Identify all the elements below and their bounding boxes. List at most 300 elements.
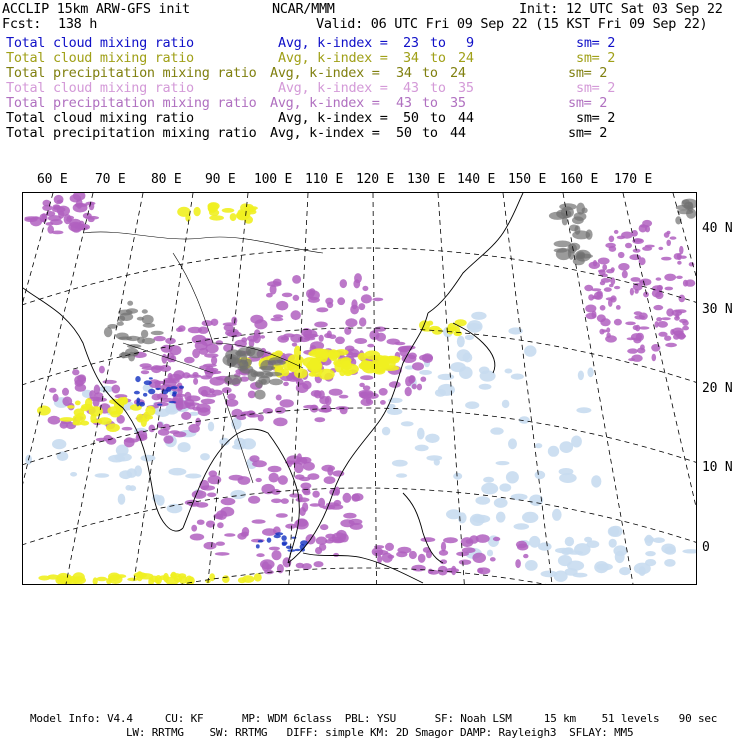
longitude-line xyxy=(373,193,377,584)
high-cloud-patch xyxy=(476,534,490,543)
light-cloud-patch xyxy=(645,551,656,556)
high-cloud-patch xyxy=(359,317,366,326)
lon-label: 150 E xyxy=(508,172,547,187)
light-cloud-patch xyxy=(481,483,498,495)
high-cloud-patch xyxy=(618,252,625,258)
legend-k1: 34 xyxy=(403,50,419,66)
high-cloud-patch xyxy=(324,333,331,338)
high-cloud-patch xyxy=(206,344,219,354)
high-cloud-patch xyxy=(285,524,296,529)
high-cloud-patch xyxy=(670,236,677,239)
light-cloud-patch xyxy=(200,453,210,460)
high-cloud-patch xyxy=(443,537,458,543)
high-cloud-patch xyxy=(217,522,224,528)
high-cloud-patch xyxy=(221,498,236,505)
light-cloud-patch xyxy=(453,473,462,480)
high-cloud-patch xyxy=(333,553,339,557)
high-cloud-patch xyxy=(625,322,636,326)
light-cloud-patch xyxy=(470,514,485,526)
high-cloud-patch xyxy=(634,289,638,294)
high-cloud-patch xyxy=(616,305,621,310)
high-cloud-patch xyxy=(247,335,258,341)
run-title: ACCLIP 15km ARW-GFS init xyxy=(2,1,190,17)
legend-k1: 23 xyxy=(403,35,419,51)
light-cloud-patch xyxy=(594,561,608,573)
lon-label: 90 E xyxy=(205,172,236,187)
high-cloud-patch xyxy=(260,335,265,339)
legend-k2: 35 xyxy=(450,95,466,111)
high-cloud-patch xyxy=(208,475,222,484)
country-border xyxy=(83,232,323,253)
high-cloud-patch xyxy=(304,334,319,338)
high-cloud-patch xyxy=(141,370,149,374)
high-cloud-patch xyxy=(418,554,426,563)
low-cloud-patch xyxy=(135,376,140,382)
high-cloud-patch xyxy=(666,240,671,246)
high-cloud-patch xyxy=(358,303,365,310)
high-cloud-patch xyxy=(256,553,264,557)
mid-cloud-patch xyxy=(333,358,351,367)
high-cloud-patch xyxy=(103,380,117,384)
mid-cloud-patch xyxy=(67,405,75,409)
high-cloud-patch xyxy=(308,290,320,300)
high-cloud-patch xyxy=(600,305,606,311)
low-cloud-patch xyxy=(166,387,171,392)
high-cloud-patch xyxy=(269,547,280,551)
high-cloud-patch xyxy=(324,476,336,484)
high-cloud-patch xyxy=(598,258,610,265)
low-cloud-patch xyxy=(275,532,283,535)
high-cloud-patch xyxy=(665,343,677,347)
legend-sm: sm= 2 xyxy=(568,65,608,81)
high-cloud-patch xyxy=(633,249,641,253)
high-cloud-patch xyxy=(188,327,202,334)
high-cloud-patch xyxy=(362,286,368,291)
legend-avg: Avg, k-index = xyxy=(278,35,388,51)
high-cloud-patch xyxy=(291,310,301,320)
high-cloud-patch xyxy=(153,336,165,341)
light-cloud-patch xyxy=(471,312,486,320)
legend-to: to xyxy=(422,95,438,111)
legend-to: to xyxy=(430,80,446,96)
high-cloud-patch xyxy=(276,301,288,311)
legend-avg: Avg, k-index = xyxy=(278,110,388,126)
high-cloud-patch xyxy=(181,412,191,420)
high-cloud-patch xyxy=(335,487,340,496)
high-cloud-patch xyxy=(302,502,308,512)
high-cloud-patch xyxy=(675,309,687,313)
light-cloud-patch xyxy=(382,427,390,436)
mid-cloud-patch xyxy=(430,326,440,330)
light-cloud-patch xyxy=(417,428,425,440)
mid-cloud-patch xyxy=(145,406,155,416)
high-cloud-patch xyxy=(277,564,284,573)
high-cloud-patch xyxy=(268,466,282,473)
high-cloud-patch xyxy=(169,374,182,381)
light-cloud-patch xyxy=(565,568,578,576)
high-cloud-patch xyxy=(664,274,676,281)
high-cloud-patch xyxy=(351,494,360,502)
legend-k1: 34 xyxy=(396,65,412,81)
high-cloud-patch xyxy=(679,319,688,323)
high-cloud-patch xyxy=(170,430,180,434)
high-cloud-patch xyxy=(472,553,486,563)
high-cloud-patch xyxy=(408,379,414,383)
high-cloud-patch xyxy=(325,298,333,305)
light-cloud-patch xyxy=(535,443,542,448)
fcst-label: Fcst: xyxy=(2,16,42,32)
high-cloud-patch xyxy=(229,475,244,481)
high-cloud-patch xyxy=(405,387,412,396)
legend-k2: 44 xyxy=(450,125,466,141)
high-cloud-patch xyxy=(52,231,64,235)
high-cloud-patch xyxy=(53,394,59,402)
mid-cloud-patch xyxy=(455,319,467,326)
high-cloud-patch xyxy=(600,318,610,326)
high-cloud-patch xyxy=(41,213,46,223)
high-cloud-patch xyxy=(262,528,277,536)
lon-label: 110 E xyxy=(305,172,344,187)
light-cloud-patch xyxy=(644,536,654,543)
coastline xyxy=(428,193,523,313)
light-cloud-patch xyxy=(613,545,627,556)
light-cloud-patch xyxy=(95,473,110,478)
light-cloud-patch xyxy=(587,367,593,377)
light-cloud-patch xyxy=(467,320,483,333)
high-cloud-patch xyxy=(49,388,57,393)
light-cloud-patch xyxy=(168,468,186,476)
high-cloud-patch xyxy=(191,525,197,532)
high-cloud-patch xyxy=(307,473,319,480)
high-cloud-patch xyxy=(310,503,321,507)
init-time: Init: 12 UTC Sat 03 Sep 22 xyxy=(519,1,723,17)
country-border xyxy=(223,393,253,483)
light-cloud-patch xyxy=(232,444,246,449)
high-cloud-patch xyxy=(222,387,232,393)
high-cloud-patch xyxy=(380,400,386,405)
light-cloud-patch xyxy=(208,422,214,432)
high-cloud-patch xyxy=(24,218,37,222)
legend-k2: 44 xyxy=(458,110,474,126)
high-cloud-patch xyxy=(287,460,292,467)
legend-sm: sm= 2 xyxy=(576,50,616,66)
high-cloud-patch xyxy=(608,299,613,307)
high-cloud-patch xyxy=(158,429,170,436)
mid-cloud-patch xyxy=(60,417,75,422)
high-cloud-patch xyxy=(604,287,612,292)
high-cloud-patch xyxy=(192,490,207,499)
deep-cloud-patch xyxy=(687,202,693,212)
high-cloud-patch xyxy=(388,555,395,559)
light-cloud-patch xyxy=(487,550,493,557)
high-cloud-patch xyxy=(224,324,234,331)
high-cloud-patch xyxy=(409,551,417,559)
high-cloud-patch xyxy=(69,219,81,228)
high-cloud-patch xyxy=(252,519,266,523)
high-cloud-patch xyxy=(201,485,215,490)
light-cloud-patch xyxy=(134,465,142,476)
high-cloud-patch xyxy=(627,348,638,353)
lon-label: 160 E xyxy=(560,172,599,187)
high-cloud-patch xyxy=(657,321,668,328)
high-cloud-patch xyxy=(184,357,195,364)
high-cloud-patch xyxy=(361,294,372,303)
high-cloud-patch xyxy=(319,543,326,550)
legend-to: to xyxy=(430,50,446,66)
light-cloud-patch xyxy=(114,453,132,461)
mid-cloud-patch xyxy=(209,573,215,581)
org-label: NCAR/MMM xyxy=(272,1,335,17)
deep-cloud-patch xyxy=(572,216,584,224)
high-cloud-patch xyxy=(271,318,284,322)
high-cloud-patch xyxy=(77,374,86,382)
high-cloud-patch xyxy=(601,278,611,283)
light-cloud-patch xyxy=(419,370,432,375)
lon-label: 140 E xyxy=(457,172,496,187)
mid-cloud-patch xyxy=(108,573,120,581)
high-cloud-patch xyxy=(241,412,247,416)
light-cloud-patch xyxy=(609,539,617,548)
low-cloud-patch xyxy=(179,386,184,389)
high-cloud-patch xyxy=(112,385,121,394)
light-cloud-patch xyxy=(559,473,577,483)
low-cloud-patch xyxy=(258,540,263,543)
light-cloud-patch xyxy=(524,345,536,356)
high-cloud-patch xyxy=(630,288,634,296)
high-cloud-patch xyxy=(621,232,633,239)
low-cloud-patch xyxy=(149,377,153,379)
mid-cloud-patch xyxy=(339,370,345,377)
deep-cloud-patch xyxy=(116,333,129,340)
light-cloud-patch xyxy=(506,471,519,483)
high-cloud-patch xyxy=(272,550,282,560)
high-cloud-patch xyxy=(211,390,223,396)
light-cloud-patch xyxy=(494,498,508,508)
deep-cloud-patch xyxy=(576,203,585,215)
light-cloud-patch xyxy=(529,536,540,548)
lon-label: 100 E xyxy=(254,172,293,187)
high-cloud-patch xyxy=(353,279,360,288)
high-cloud-patch xyxy=(609,236,615,243)
lon-label: 60 E xyxy=(37,172,68,187)
high-cloud-patch xyxy=(679,246,683,254)
high-cloud-patch xyxy=(385,543,394,551)
deep-cloud-patch xyxy=(569,225,578,232)
high-cloud-patch xyxy=(651,344,660,352)
light-cloud-patch xyxy=(645,559,656,566)
high-cloud-patch xyxy=(302,381,311,390)
deep-cloud-patch xyxy=(254,390,265,400)
high-cloud-patch xyxy=(614,286,620,289)
high-cloud-patch xyxy=(160,365,171,372)
high-cloud-patch xyxy=(122,427,133,431)
light-cloud-patch xyxy=(552,509,562,521)
high-cloud-patch xyxy=(72,369,79,375)
mid-cloud-patch xyxy=(141,417,147,427)
high-cloud-patch xyxy=(672,328,684,335)
deep-cloud-patch xyxy=(151,331,164,335)
mid-cloud-patch xyxy=(222,208,235,213)
model-info-line2: LW: RRTMG SW: RRTMG DIFF: simple KM: 2D Smagor DAMP: Rayleigh3 SFLAY: MM5 xyxy=(126,726,634,739)
legend-k2: 35 xyxy=(458,80,474,96)
light-cloud-patch xyxy=(475,496,490,505)
light-cloud-patch xyxy=(496,461,510,465)
lat-label: 20 N xyxy=(702,381,733,396)
light-cloud-patch xyxy=(185,474,201,479)
legend-to: to xyxy=(430,110,446,126)
high-cloud-patch xyxy=(186,395,200,401)
high-cloud-patch xyxy=(374,327,386,332)
mid-cloud-patch xyxy=(208,202,220,210)
legend-name: Total cloud mixing ratio xyxy=(6,50,194,66)
high-cloud-patch xyxy=(216,510,227,520)
light-cloud-patch xyxy=(502,400,510,408)
high-cloud-patch xyxy=(602,264,607,270)
high-cloud-patch xyxy=(216,542,225,546)
deep-cloud-patch xyxy=(141,330,148,338)
deep-cloud-patch xyxy=(128,352,135,362)
high-cloud-patch xyxy=(517,544,528,551)
high-cloud-patch xyxy=(674,253,681,260)
high-cloud-patch xyxy=(314,561,324,567)
legend-name: Total cloud mixing ratio xyxy=(6,35,194,51)
high-cloud-patch xyxy=(478,567,491,574)
high-cloud-patch xyxy=(241,337,247,342)
legend-avg: Avg, k-index = xyxy=(270,95,380,111)
mid-cloud-patch xyxy=(147,416,153,420)
high-cloud-patch xyxy=(345,318,357,327)
legend-avg: Avg, k-index = xyxy=(270,125,380,141)
light-cloud-patch xyxy=(548,446,559,457)
high-cloud-patch xyxy=(252,460,267,467)
mid-cloud-patch xyxy=(309,372,316,377)
high-cloud-patch xyxy=(685,279,695,286)
light-cloud-patch xyxy=(511,374,524,380)
light-cloud-patch xyxy=(396,473,407,477)
high-cloud-patch xyxy=(359,390,374,396)
light-cloud-patch xyxy=(434,459,440,466)
light-cloud-patch xyxy=(387,408,403,415)
high-cloud-patch xyxy=(302,487,311,494)
mid-cloud-patch xyxy=(155,578,160,584)
light-cloud-patch xyxy=(118,494,126,505)
deep-cloud-patch xyxy=(118,316,125,322)
legend-name: Total precipitation mixing ratio xyxy=(6,125,257,141)
high-cloud-patch xyxy=(441,542,446,552)
legend-avg: Avg, k-index = xyxy=(278,80,388,96)
deep-cloud-patch xyxy=(568,247,575,259)
high-cloud-patch xyxy=(652,354,657,362)
map-canvas xyxy=(23,193,696,584)
light-cloud-patch xyxy=(178,442,191,452)
high-cloud-patch xyxy=(656,277,662,280)
high-cloud-patch xyxy=(586,313,597,319)
high-cloud-patch xyxy=(316,307,328,312)
light-cloud-patch xyxy=(415,445,429,452)
mid-cloud-patch xyxy=(222,575,230,583)
high-cloud-patch xyxy=(260,559,275,569)
high-cloud-patch xyxy=(329,389,343,396)
light-cloud-patch xyxy=(496,512,506,523)
high-cloud-patch xyxy=(319,396,329,404)
high-cloud-patch xyxy=(411,565,425,572)
high-cloud-patch xyxy=(412,384,417,390)
light-cloud-patch xyxy=(514,523,530,529)
high-cloud-patch xyxy=(62,397,72,407)
deep-cloud-patch xyxy=(127,301,133,306)
high-cloud-patch xyxy=(176,327,183,332)
high-cloud-patch xyxy=(515,559,521,568)
deep-cloud-patch xyxy=(142,309,148,313)
high-cloud-patch xyxy=(677,261,681,265)
high-cloud-patch xyxy=(493,537,500,541)
high-cloud-patch xyxy=(334,500,342,506)
high-cloud-patch xyxy=(614,230,619,234)
light-cloud-patch xyxy=(561,548,571,555)
deep-cloud-patch xyxy=(142,338,155,344)
light-cloud-patch xyxy=(483,477,494,483)
high-cloud-patch xyxy=(636,333,644,341)
legend-to: to xyxy=(430,35,446,51)
light-cloud-patch xyxy=(167,504,183,514)
high-cloud-patch xyxy=(163,435,173,443)
high-cloud-patch xyxy=(412,362,424,370)
low-cloud-patch xyxy=(136,398,140,404)
high-cloud-patch xyxy=(523,554,528,558)
map-panel xyxy=(22,192,697,585)
high-cloud-patch xyxy=(614,319,622,326)
mid-cloud-patch xyxy=(136,571,143,581)
high-cloud-patch xyxy=(103,435,112,442)
light-cloud-patch xyxy=(664,546,676,554)
high-cloud-patch xyxy=(339,395,349,399)
light-cloud-patch xyxy=(57,451,69,461)
lon-label: 80 E xyxy=(151,172,182,187)
high-cloud-patch xyxy=(466,539,473,544)
high-cloud-patch xyxy=(665,287,674,291)
light-cloud-patch xyxy=(653,537,665,543)
high-cloud-patch xyxy=(676,276,683,279)
low-cloud-patch xyxy=(256,544,260,548)
high-cloud-patch xyxy=(639,313,648,320)
high-cloud-patch xyxy=(270,284,277,294)
light-cloud-patch xyxy=(52,439,66,449)
longitude-line xyxy=(23,193,53,584)
mid-cloud-patch xyxy=(177,207,190,217)
high-cloud-patch xyxy=(661,257,672,261)
low-cloud-patch xyxy=(281,535,286,541)
mid-cloud-patch xyxy=(73,577,80,583)
legend-k1: 43 xyxy=(396,95,412,111)
high-cloud-patch xyxy=(282,293,293,298)
high-cloud-patch xyxy=(652,289,662,297)
low-cloud-patch xyxy=(157,404,162,406)
high-cloud-patch xyxy=(420,377,426,382)
light-cloud-patch xyxy=(450,362,466,372)
high-cloud-patch xyxy=(83,213,92,219)
mid-cloud-patch xyxy=(85,398,92,408)
mid-cloud-patch xyxy=(106,423,120,432)
high-cloud-patch xyxy=(631,355,642,362)
high-cloud-patch xyxy=(292,275,301,284)
high-cloud-patch xyxy=(263,408,273,414)
light-cloud-patch xyxy=(401,421,414,426)
high-cloud-patch xyxy=(360,375,373,380)
valid-time: Valid: 06 UTC Fri 09 Sep 22 (15 KST Fri 09 Sep 22) xyxy=(316,16,708,32)
deep-cloud-patch xyxy=(239,360,249,370)
model-info-line1: Model Info: V4.4 CU: KF MP: WDM 6class PBL: YSU SF: Noah LSM 15 km 51 levels 90 sec xyxy=(30,712,718,725)
high-cloud-patch xyxy=(337,297,345,305)
